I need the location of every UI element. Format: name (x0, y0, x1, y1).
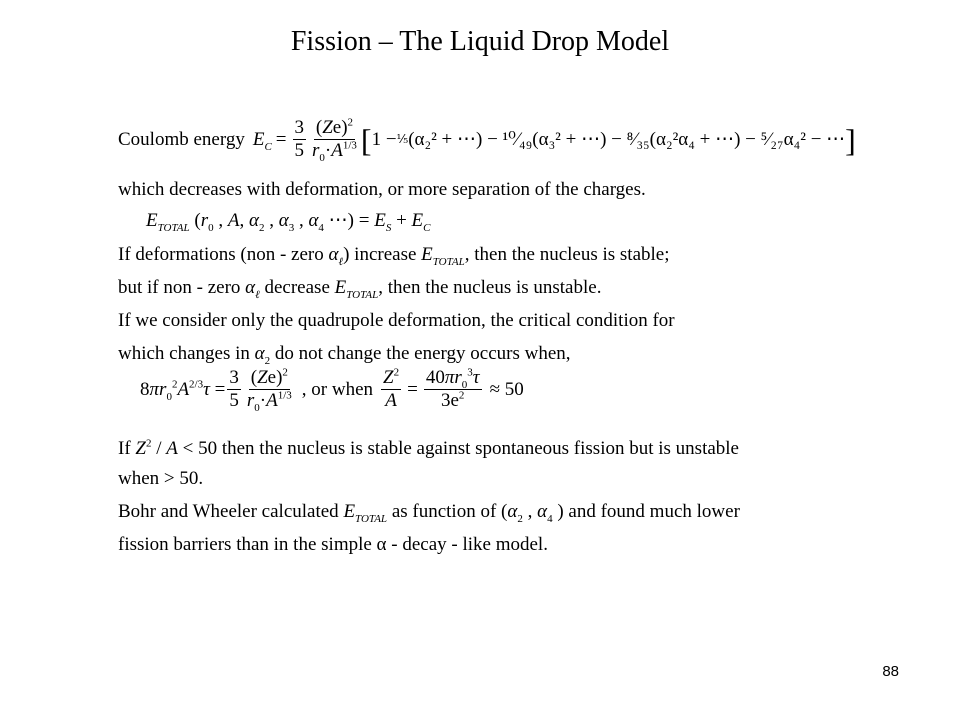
text-line-11: Bohr and Wheeler calculated $E_{TOTAL}$ as function of ($\alpha_2$ , $\alpha_4$ ) and found much lower (118, 501, 740, 525)
coulomb-tail: (α₂² + ⋯) − ¹⁰⁄₄₉(α₃² + ⋯) − ⁸⁄₃₅(α₂²α₄ + ⋯) − ⁵⁄₂₇α₄² − ⋯ (408, 129, 846, 150)
text-line-10: when > 50. (118, 468, 204, 489)
fraction-3-5: $\frac{3}{5}$ (294, 117, 305, 161)
text-line-7: which changes in $\alpha_2$ do not change the energy occurs when, (118, 343, 571, 367)
or-when-label: , or when (301, 378, 374, 400)
text-line-5: but if non - zero $\alpha_\ell$ decrease $E_{TOTAL}$, then the nucleus is unstable. (118, 277, 602, 301)
text-line-2: which decreases with deformation, or more separation of the charges. (118, 179, 646, 200)
approx-value: ≈ 50 (489, 378, 524, 400)
page-title: Fission – The Liquid Drop Model (290, 26, 670, 57)
etotal-equation: $E_{TOTAL}$ ($r_0$ , A, $\alpha_2$ , $\alpha_3$ , $\alpha_4$ ⋯) = $E_S + E_C$ (146, 210, 431, 234)
text-line-9: If $Z^2 / A < 50$ then the nucleus is stable against spontaneous fission but is unstable (118, 437, 739, 459)
fraction-ze2: $\frac{(Ze)^2}{r_0\cdot A^{1/3}}$ (312, 116, 357, 164)
critical-condition-equation: $8\pi r_0^2A^{2/3}\tau$ = $\frac{3}{5}$ $\frac{(Ze)^2}{r_0\cdot A^{1/3}}$ , or when $\frac{Z^2}{A}$ = $\frac{40\pi r_0^3\tau}{3e^2}$ ≈ 50 (140, 366, 524, 414)
text-line-4: If deformations (non - zero $\alpha_\ell$) increase $E_{TOTAL}$, then the nucleus is stable; (118, 244, 670, 268)
coulomb-energy-equation: Coulomb energy $E_C$ = $\frac{3}{5}$ $\frac{(Ze)^2}{r_0\cdot A^{1/3}}$ [ 1 − ⅕ (α₂² + ⋯) − ¹⁰⁄₄₉(α₃² + ⋯) − ⁸⁄₃₅(α₂²α₄ + ⋯) − ⁵⁄₂₇α₄² − ⋯ ] (118, 116, 856, 164)
coulomb-label: Coulomb energy (118, 128, 245, 150)
page-number: 88 (882, 663, 899, 680)
text-line-6: If we consider only the quadrupole deformation, the critical condition for (118, 310, 675, 331)
ec-symbol: $E_C$ (252, 128, 272, 153)
text-line-12: fission barriers than in the simple α - decay - like model. (118, 534, 548, 555)
